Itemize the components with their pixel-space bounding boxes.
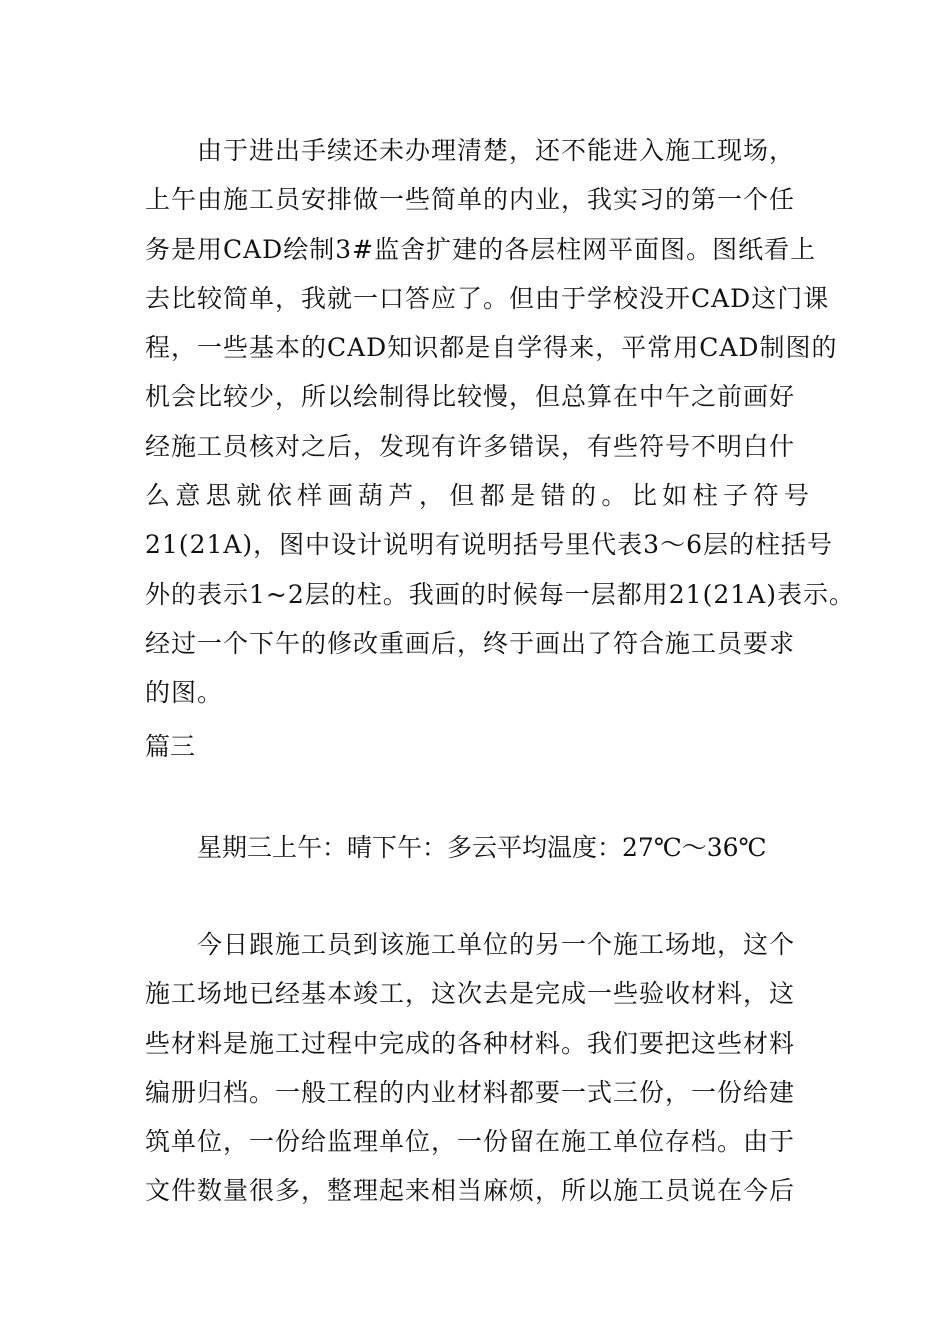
paragraph-2-line-4: 编册归档。一般工程的内业材料都要一式三份，一份给建 xyxy=(145,1077,796,1107)
weather-line: 星期三上午：晴下午：多云平均温度：27℃～36℃ xyxy=(197,833,767,862)
paragraph-1-line-11: 经过一个下午的修改重画后，终于画出了符合施工员要求 xyxy=(145,628,796,658)
paragraph-2-line-3: 些材料是施工过程中完成的各种材料。我们要把这些材料 xyxy=(145,1028,796,1058)
paragraph-1 xyxy=(145,126,855,718)
paragraph-1-line-2: 上午由施工员安排做一些简单的内业，我实习的第一个任 xyxy=(145,185,796,215)
paragraph-1-line-5: 程，一些基本的CAD知识都是自学得来，平常用CAD制图的 xyxy=(145,333,838,363)
paragraph-2-line-6: 文件数量很多，整理起来相当麻烦，所以施工员说在今后 xyxy=(145,1176,796,1206)
paragraph-1-line-10: 外的表示1~2层的柱。我画的时候每一层都用21(21A)表示。 xyxy=(145,579,855,609)
paragraph-2-line-1: 今日跟施工员到该施工单位的另一个施工场地，这个 xyxy=(197,930,796,959)
section-heading: 篇三 xyxy=(145,732,196,761)
paragraph-1-line-12: 的图。 xyxy=(145,678,224,708)
paragraph-1-line-6: 机会比较少，所以绘制得比较慢，但总算在中午之前画好 xyxy=(145,382,796,412)
paragraph-2-line-2: 施工场地已经基本竣工，这次去是完成一些验收材料，这 xyxy=(145,979,796,1009)
paragraph-1-line-3: 务是用CAD绘制3#监舍扩建的各层柱网平面图。图纸看上 xyxy=(145,234,817,264)
paragraph-1-line-7: 经施工员核对之后，发现有许多错误，有些符号不明白什 xyxy=(145,431,796,461)
paragraph-1-line-1: 由于进出手续还未办理清楚，还不能进入施工现场， xyxy=(197,136,796,165)
paragraph-2-line-5: 筑单位，一份给监理单位，一份留在施工单位存档。由于 xyxy=(145,1127,796,1157)
paragraph-1-line-8: 么意思就依样画葫芦，但都是错的。比如柱子符号 xyxy=(145,481,810,511)
paragraph-1-line-9: 21(21A)，图中设计说明有说明括号里代表3～6层的柱括号 xyxy=(145,530,833,560)
paragraph-1-line-4: 去比较简单，我就一口答应了。但由于学校没开CAD这门课 xyxy=(145,283,830,313)
paragraph-2 xyxy=(145,920,810,1216)
